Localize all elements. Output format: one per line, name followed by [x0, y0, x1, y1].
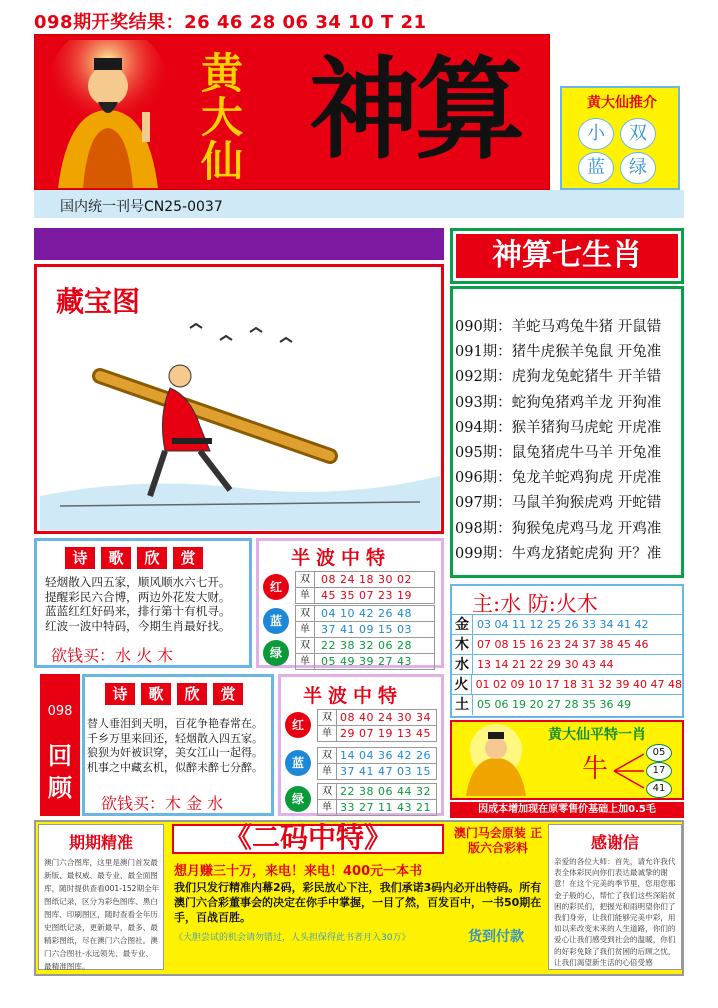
price-note: 因成本增加现在原零售价基础上加0.5毛 — [450, 802, 684, 818]
wave-tag: 双 — [318, 784, 337, 799]
footer-left-body: 澳门六合图库，这里是澳门首发最新版、最权威、最专业、最全面图库，随时提供查看001-152期全年图纸记录，区分为彩色图库、黑白图库、印刷图区，随时查看全年历史图纸记录，更新最早，最多、最精彩图纸，尽在澳门六合图社。澳门六合图社-永远领先、最专业、最精准图库。 — [44, 858, 160, 971]
wave-numbers: 08 40 24 30 34 — [340, 710, 431, 724]
poem-line: 千乡万里来回还，轻烟散入四五家。 — [87, 731, 263, 745]
half-wave-panel-1 — [256, 538, 444, 668]
treasure-title: 藏宝图 — [56, 285, 141, 318]
poem-line: 机事之中藏玄机，似醉未醉七分醉。 — [87, 760, 263, 774]
element-numbers: 05 06 19 20 27 28 35 36 49 — [477, 698, 631, 711]
wave-tag: 双 — [296, 572, 315, 587]
poem-line: 轻烟散入四五家，顺风顺水六七开。 — [45, 575, 231, 589]
element-tag: 土 — [452, 695, 473, 715]
element-numbers: 07 08 15 16 23 24 37 38 45 46 — [477, 638, 649, 651]
recommend-item: 双 — [620, 118, 656, 150]
wave-row — [263, 635, 435, 671]
list-item: 095期：鼠兔猪虎牛马羊 开兔准 — [455, 445, 662, 462]
element-tag: 火 — [452, 675, 472, 695]
zodiac-title: 神算七生肖 — [456, 234, 678, 278]
poem-title-char: 赏 — [173, 547, 203, 569]
half-wave-panel-2 — [278, 674, 444, 816]
wave-color-badge: 红 — [285, 712, 311, 738]
recommend-item: 小 — [578, 118, 614, 150]
deity-icon — [456, 724, 536, 796]
poem-line: 蓝蓝红红好码来，排行第十有机寻。 — [45, 604, 231, 619]
wave-numbers: 37 41 09 15 03 — [321, 622, 412, 636]
table-row — [452, 634, 682, 655]
table-row — [452, 694, 682, 715]
wave-tag: 双 — [318, 748, 337, 763]
wave-numbers: 22 38 06 44 32 — [340, 784, 431, 798]
wave-tag: 单 — [318, 726, 337, 741]
wave-color-badge: 蓝 — [263, 608, 289, 634]
wave-tag: 单 — [296, 588, 315, 603]
draw-result-text: 098期开奖结果：26 46 28 06 34 10 T 21 — [34, 12, 427, 33]
footer-left-title: 期期精准 — [68, 833, 133, 852]
footer-slogan: 想月赚三十万，来电！来电！400元一本书 — [174, 864, 423, 879]
wave-numbers: 14 04 36 42 26 — [340, 748, 431, 762]
flat-special-title: 黄大仙平特一肖 — [548, 727, 646, 743]
erma-subtitle: 澳门马会原装 正版六合彩料 — [453, 826, 543, 855]
wave-numbers: 22 38 32 06 28 — [321, 638, 412, 652]
list-item: 094期：猴羊猪狗马虎蛇 开虎准 — [455, 419, 662, 436]
wave-row — [285, 745, 437, 781]
element-tag: 水 — [452, 655, 473, 675]
purple-bar — [34, 228, 444, 260]
list-item: 093期：蛇狗兔猪鸡羊龙 开狗准 — [455, 394, 662, 411]
list-item: 097期：马鼠羊狗猴虎鸡 开蛇错 — [455, 495, 662, 512]
element-tag: 木 — [452, 635, 473, 655]
wave-color-badge: 绿 — [263, 640, 289, 666]
table-row — [452, 654, 682, 675]
recommend-item: 绿 — [620, 152, 656, 184]
list-item: 091期：猪牛虎猴羊兔鼠 开兔准 — [455, 344, 662, 361]
wave-tag: 单 — [318, 764, 337, 779]
elements-heading: 主:水 防:火木 — [472, 592, 598, 616]
table-row — [452, 674, 682, 695]
poem-title-char: 诗 — [65, 547, 95, 569]
wave-row — [263, 569, 435, 605]
flat-special-number: 05 — [646, 744, 672, 762]
poem-title-char: 欣 — [137, 547, 167, 569]
poem-line: 提醒彩民六合博，两边外花发大财。 — [45, 589, 231, 604]
wave-numbers: 33 27 11 43 21 — [340, 800, 431, 814]
list-item: 098期：狗猴兔虎鸡马龙 开鸡准 — [455, 520, 662, 537]
poem-panel-2 — [82, 674, 274, 816]
list-item: 099期：牛鸡龙猪蛇虎狗 开？准 — [455, 545, 662, 562]
poem-line: 红波一波中特码，今期生肖最好找。 — [45, 618, 231, 633]
wave-tag: 双 — [296, 606, 315, 621]
buy-hint: 欲钱买：水 火 木 — [51, 646, 174, 665]
deity-icon — [38, 40, 178, 188]
wave-numbers: 37 41 47 03 15 — [340, 764, 431, 778]
wave-tag: 单 — [296, 654, 315, 669]
brand-vertical: 黄大仙 — [200, 49, 243, 186]
poem-title-char: 歌 — [141, 683, 171, 705]
review-word: 回顾 — [48, 742, 72, 802]
review-issue: 098 — [47, 704, 73, 719]
poem-title — [105, 683, 243, 705]
half-wave-title: 半波中特 — [291, 547, 392, 569]
wave-numbers: 08 24 18 30 02 — [321, 572, 412, 586]
table-row — [452, 614, 682, 635]
thanks-letter-body: 亲爱的各位大师：首先，请允许我代表全体彩民向你们表达最诚挚的谢意！在这个完美的季节里，您用您那金子般的心，帮忙了我们这些深陷贫困的彩民们，把握光和雨明望你们了我们身旁，让我们能够完美中彩，用如以来改变未来的人生道路，你们的爱心让我们感受到社会的温暖，你们的好彩免除了我们贫困的后顾之忧，让我们渴望新生活的心倍受感 — [554, 857, 676, 967]
poem-panel-1 — [34, 538, 252, 668]
footer-bottom-note: 《大胆尝试的机会请勿错过，人头担保得此书者月入30万》 — [174, 933, 411, 943]
element-tag: 金 — [452, 615, 473, 635]
wave-tag: 单 — [296, 622, 315, 637]
thanks-letter-title: 感谢信 — [590, 833, 639, 852]
list-item: 096期：兔龙羊蛇鸡狗虎 开虎准 — [455, 470, 662, 487]
shensuan-logo: 神算 — [309, 46, 521, 174]
poem-title-char: 歌 — [101, 547, 131, 569]
wave-numbers: 29 07 19 13 45 — [340, 726, 431, 740]
wave-numbers: 05 49 39 27 43 — [321, 654, 412, 668]
erma-title: 《二码中特》 — [223, 821, 392, 854]
wave-tag: 单 — [318, 800, 337, 815]
wave-numbers: 04 10 42 26 48 — [321, 606, 412, 620]
zodiac-list — [450, 286, 684, 578]
wave-numbers: 45 35 07 23 19 — [321, 588, 412, 602]
poem-title-char: 诗 — [105, 683, 135, 705]
arrow-lines-icon — [612, 748, 646, 794]
recommend-item: 蓝 — [578, 152, 614, 184]
wave-tag: 双 — [296, 638, 315, 653]
wave-color-badge: 绿 — [285, 786, 311, 812]
wave-row — [263, 603, 435, 639]
wave-tag: 双 — [318, 710, 337, 725]
poem-title-char: 赏 — [213, 683, 243, 705]
element-numbers: 03 04 11 12 25 26 33 34 41 42 — [477, 618, 649, 631]
buy-hint: 欲钱买：木 金 水 — [101, 794, 224, 813]
list-item: 092期：虎狗龙兔蛇猪牛 开羊错 — [455, 369, 662, 386]
flat-special-value: 牛 — [582, 754, 609, 784]
footer-body: 我们只发行精准内幕2码，彩民放心下注，我们承诺3码内必开出特码。所有澳门六合彩董事会的决定在你手中掌握，一目了然，百发百中，一书50期在手，百战百胜。 — [174, 881, 542, 924]
element-numbers: 13 14 21 22 29 30 43 44 — [477, 658, 614, 671]
recommend-title: 黄大仙推介 — [587, 95, 657, 111]
poem-line: 替人垂泪到天明，百花争艳春常在。 — [87, 717, 263, 730]
wave-color-badge: 红 — [263, 574, 289, 600]
list-item: 090期：羊蛇马鸡兔牛猪 开鼠错 — [455, 319, 662, 335]
flat-special-number: 41 — [646, 780, 672, 798]
half-wave-title: 半波中特 — [303, 685, 404, 707]
cash-on-delivery-label: 货到付款 — [468, 929, 524, 945]
poem-title-char: 欣 — [177, 683, 207, 705]
poem-line: 狼狈为奸被识穿，美女江山一起得。 — [87, 746, 263, 760]
element-numbers: 01 02 09 10 17 18 31 32 39 40 47 48 — [475, 678, 682, 691]
wave-row — [285, 781, 437, 817]
wave-color-badge: 蓝 — [285, 750, 311, 776]
wave-row — [285, 707, 437, 743]
poem-title — [65, 547, 203, 569]
flat-special-number: 17 — [646, 762, 672, 780]
issn-text: 国内统一刊号CN25-0037 — [60, 199, 223, 215]
